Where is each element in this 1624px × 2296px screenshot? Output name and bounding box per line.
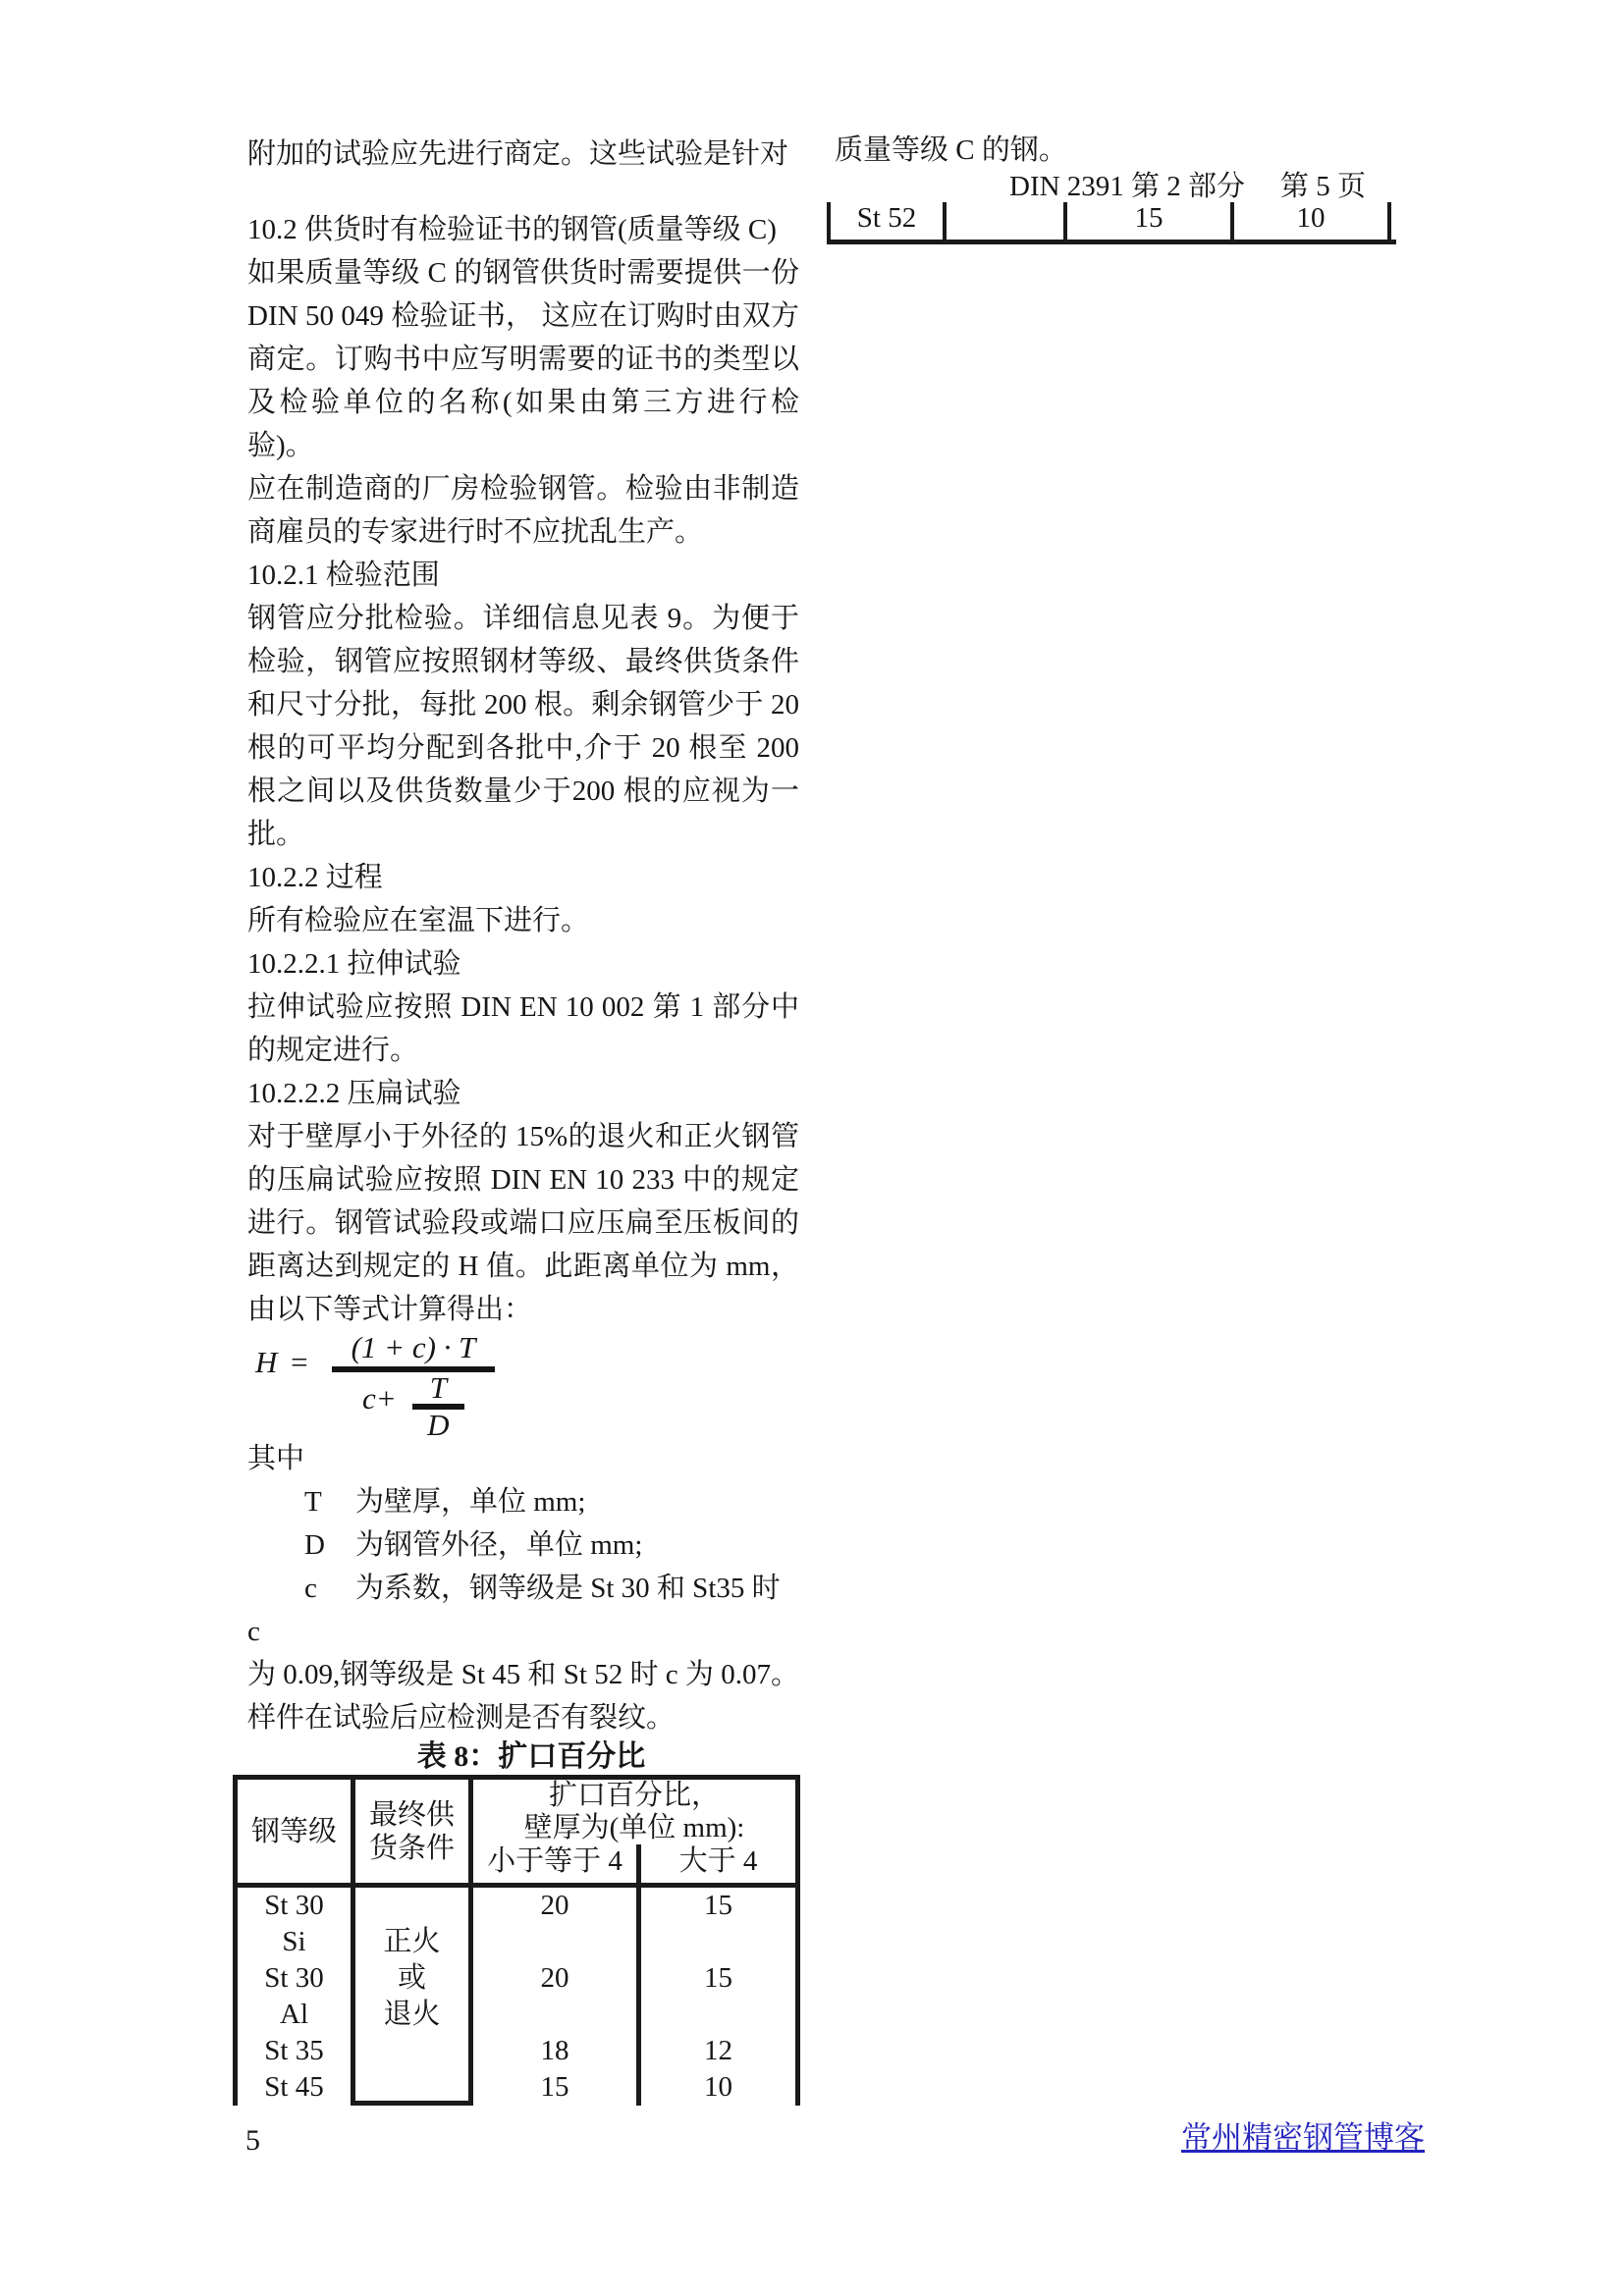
paragraph-continuation: 附加的试验应先进行商定。这些试验是针对 <box>247 138 789 170</box>
paragraph-tensile-test: 拉伸试验应按照 DIN EN 10 002 第 1 部分中的规定进行。 <box>247 991 799 1066</box>
table8-subheader-row <box>473 1844 795 1883</box>
table-cell: 20 <box>540 1962 569 1994</box>
table8-title: 表 8：扩口百分比 <box>416 1740 646 1773</box>
formula-inner-fraction <box>412 1370 464 1442</box>
section-heading-10-2-2-1: 10.2.2.1 拉伸试验 <box>247 948 461 980</box>
header-label-line: 最终供 <box>368 1798 455 1831</box>
formula-fraction <box>332 1330 495 1442</box>
formula-inner-numerator: T <box>412 1374 464 1410</box>
footer-blog-link[interactable]: 常州精密钢管博客 <box>1181 2120 1425 2155</box>
definition-term: T <box>304 1486 322 1518</box>
table8-header-steel-grade <box>233 1780 351 1883</box>
table8-header-delivery-condition <box>351 1780 468 1883</box>
paragraph-c-orphan: c <box>247 1616 260 1647</box>
table8-column-grades <box>233 1888 351 2106</box>
table-cell: 正火 <box>383 1926 441 1957</box>
formula-denominator <box>332 1370 495 1442</box>
formula-lhs: H = <box>255 1345 312 1379</box>
table-cell <box>355 1888 468 1924</box>
paragraph-certificates: 如果质量等级 C 的钢管供货时需要提供一份 DIN 50 049 检验证书， 这应在订购时由双方商定。订购书中应写明需要的证书的类型以及检验单位的名称(如果由第三方进行检验)。 <box>247 257 799 461</box>
header-label-line: 货条件 <box>368 1832 455 1864</box>
doc-reference-page: 第 5 页 <box>1280 171 1367 202</box>
table-cell <box>641 1997 795 2033</box>
table8-header-row <box>233 1775 800 1888</box>
formula-den-prefix: c+ <box>362 1381 397 1415</box>
definition-row-t <box>247 1480 799 1523</box>
paragraph-batch-inspection: 钢管应分批检验。详细信息见表 9。为便于检验，钢管应按照钢材等级、最终供货条件和尺寸分批，每批 200 根。剩余钢管少于 20 根的可平均分配到各批中,介于 20 根至 200 根之间以及供货数量少于200 根的应视为一批。 <box>247 603 799 850</box>
table-cell: 10 <box>704 2071 732 2103</box>
section-heading-10-2: 10.2 供货时有检验证书的钢管(质量等级 C) <box>247 214 777 245</box>
paragraph-room-temperature: 所有检验应在室温下进行。 <box>247 905 590 936</box>
formula-inner-denominator: D <box>427 1408 450 1442</box>
definition-term: D <box>304 1529 325 1561</box>
table-cell <box>473 1924 636 1960</box>
table-cell <box>473 1997 636 2033</box>
right-column <box>827 130 1396 244</box>
header-span-label <box>473 1780 795 1844</box>
table-cell: 12 <box>704 2035 732 2066</box>
header-label: 钢等级 <box>250 1815 337 1847</box>
doc-reference <box>1009 171 1396 202</box>
table-cell: St 52 <box>827 202 943 240</box>
paragraph-coefficient-values: 为 0.09,钢等级是 St 45 和 St 52 时 c 为 0.07。样件在试验后应检测是否有裂纹。 <box>247 1659 799 1734</box>
table-cell <box>943 202 1063 240</box>
table-cell: Al <box>280 1999 308 2030</box>
table-cell: 15 <box>1063 202 1230 240</box>
definition-desc: 为钢管外径，单位 mm; <box>355 1529 643 1561</box>
table8-body <box>233 1888 800 2106</box>
section-heading-10-2-2-2: 10.2.2.2 压扁试验 <box>247 1078 461 1109</box>
definition-desc: 为系数，钢等级是 St 30 和 St35 时 <box>355 1573 781 1604</box>
where-intro: 其中 <box>247 1443 305 1474</box>
table-cell: 退火 <box>383 1999 441 2030</box>
table8-column-le4 <box>468 1888 636 2106</box>
header-label-line: 壁厚为(单位 mm): <box>523 1812 745 1843</box>
table-cell: 15 <box>704 1962 732 1994</box>
table-cell <box>641 1924 795 1960</box>
definition-row-c <box>247 1567 799 1610</box>
din-table-continuation-row <box>827 202 1396 244</box>
table-cell: 或 <box>397 1962 426 1994</box>
doc-reference-standard: DIN 2391 第 2 部分 <box>1009 171 1246 202</box>
table-cell: St 30 <box>264 1890 324 1921</box>
paragraph-factory-inspection: 应在制造商的厂房检验钢管。检验由非制造商雇员的专家进行时不应扰乱生产。 <box>247 473 799 548</box>
definition-term: c <box>304 1573 317 1604</box>
table-8 <box>233 1775 800 2106</box>
definition-desc: 为壁厚，单位 mm; <box>355 1486 586 1518</box>
header-label-line: 扩口百分比， <box>548 1780 720 1811</box>
table-cell: 20 <box>540 1890 569 1921</box>
paragraph-flattening-test: 对于壁厚小于外径的 15%的退火和正火钢管的压扁试验应按照 DIN EN 10 233 中的规定进行。钢管试验段或端口应压扁至压板间的距离达到规定的 H 值。此距离单位为 mm，由以下等式计算得出： <box>247 1121 799 1325</box>
table-cell: St 45 <box>264 2071 324 2103</box>
section-heading-10-2-1: 10.2.1 检验范围 <box>247 560 440 591</box>
table8-header-expansion-percentage <box>468 1780 800 1883</box>
table-cell: Si <box>282 1926 306 1957</box>
paragraph-continuation-right: 质量等级 C 的钢。 <box>835 134 1067 166</box>
table-cell: 15 <box>540 2071 569 2103</box>
definition-row-d <box>247 1523 799 1567</box>
table8-column-gt4 <box>636 1888 800 2106</box>
table-cell: 10 <box>1230 202 1391 240</box>
table8-subheader-gt4: 大于 4 <box>636 1844 795 1883</box>
left-column <box>247 133 799 2106</box>
section-heading-10-2-2: 10.2.2 过程 <box>247 862 383 893</box>
page-number: 5 <box>245 2124 260 2157</box>
table-cell: St 35 <box>264 2035 324 2066</box>
h-value-formula <box>247 1330 799 1442</box>
table-cell: 18 <box>540 2035 569 2066</box>
formula-numerator: (1 + c) · T <box>332 1331 495 1372</box>
table8-subheader-le4: 小于等于 4 <box>487 1845 623 1877</box>
table-cell: St 30 <box>264 1962 324 1994</box>
table8-column-condition <box>351 1888 468 2106</box>
table-cell: 15 <box>704 1890 732 1921</box>
